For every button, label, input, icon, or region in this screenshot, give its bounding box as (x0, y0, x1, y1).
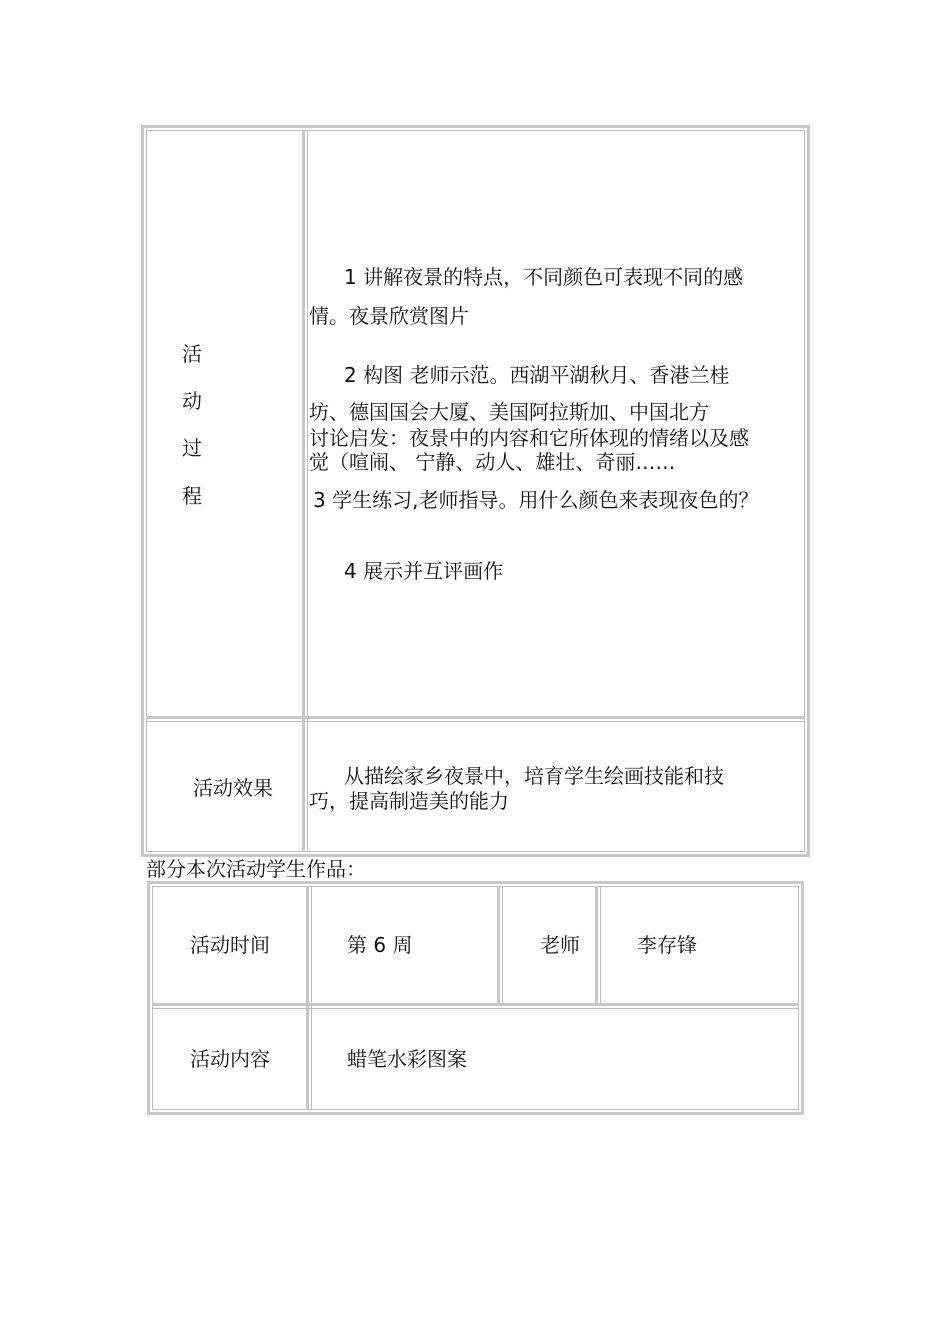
row-divider (146, 716, 805, 719)
effect-line: 从描绘家乡夜景中，培育学生绘画技能和技 (344, 764, 724, 788)
content-label: 活动内容 (190, 1047, 270, 1071)
student-works-caption: 部分本次活动学生作品： (146, 857, 366, 881)
content-value: 蜡笔水彩图案 (347, 1047, 467, 1071)
column-divider (595, 886, 598, 1005)
process-label-char: 过 (182, 436, 202, 460)
column-divider (502, 886, 503, 1005)
effect-label: 活动效果 (193, 776, 273, 800)
teacher-label: 老师 (540, 933, 580, 957)
process-line: 1 讲解夜景的特点，不同颜色可表现不同的感 (344, 265, 744, 289)
process-line: 讨论启发：夜景中的内容和它所体现的情绪以及感 (309, 426, 749, 450)
column-divider (302, 130, 305, 852)
time-value: 第 6 周 (347, 933, 413, 957)
process-line: 坊、德国国会大厦、美国阿拉斯加、中国北方 (309, 400, 709, 424)
process-line: 觉（喧闹、 宁静、动人、雄壮、奇丽…… (309, 450, 676, 474)
column-divider (497, 886, 500, 1005)
process-label-char: 活 (182, 342, 202, 366)
process-line: 4 展示并互评画作 (344, 559, 504, 583)
column-divider (600, 886, 601, 1005)
process-line: 2 构图 老师示范。西湖平湖秋月、香港兰桂 (344, 363, 730, 387)
table-inner-border (152, 886, 799, 1110)
row-divider (152, 1003, 799, 1006)
process-label-char: 程 (182, 484, 202, 508)
row-divider (146, 721, 805, 722)
time-label: 活动时间 (190, 933, 270, 957)
teacher-value: 李存锋 (637, 933, 697, 957)
effect-line: 巧，提高制造美的能力 (309, 789, 509, 813)
column-divider (311, 886, 312, 1110)
process-line: 情。夜景欣赏图片 (309, 304, 469, 328)
process-line: 3 学生练习,老师指导。用什么颜色来表现夜色的？ (313, 488, 759, 512)
column-divider (307, 130, 308, 852)
column-divider (306, 886, 309, 1110)
row-divider (152, 1008, 799, 1009)
process-label-char: 动 (182, 389, 202, 413)
